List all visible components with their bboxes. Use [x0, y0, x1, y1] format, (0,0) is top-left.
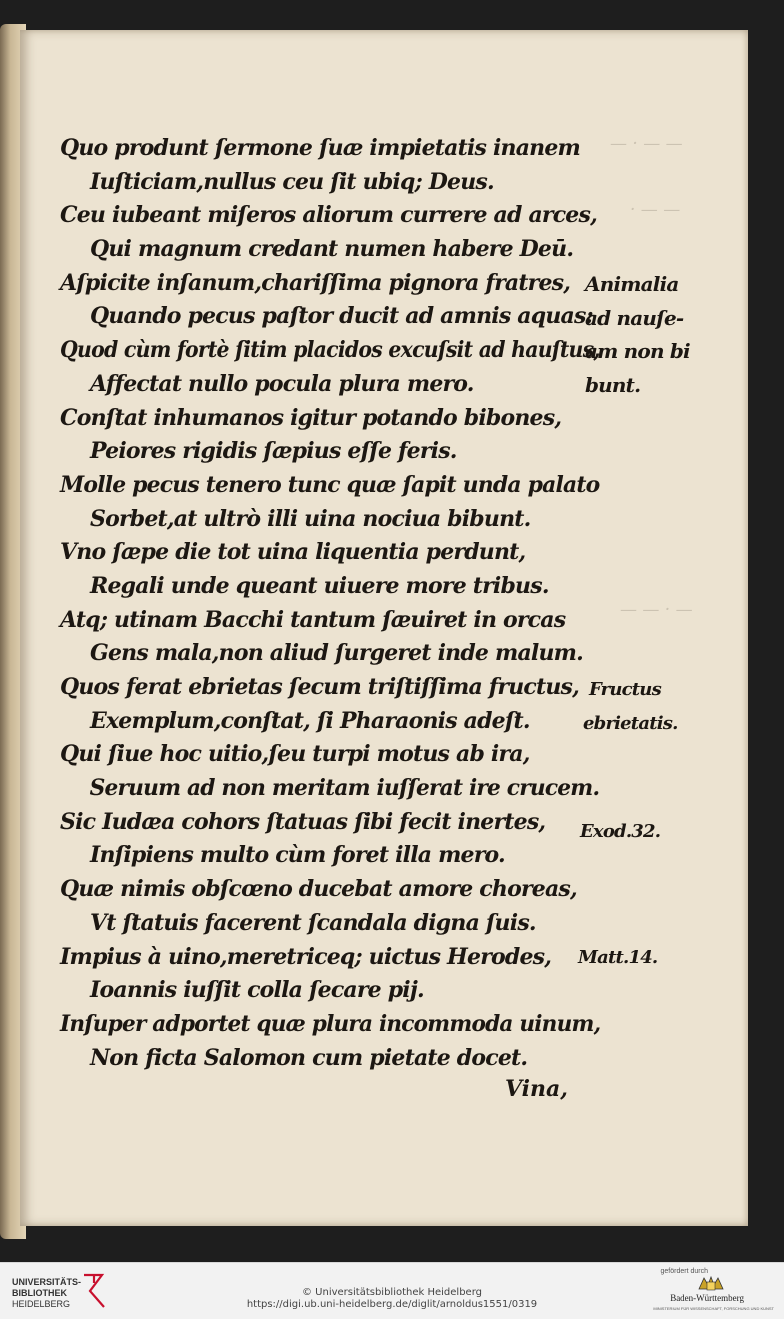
verse-line: Sic Iudæa cohors ſtatuas ſibi fecit inertes, [60, 808, 546, 835]
verse-line: Quod cùm fortè ſitim placidos excuſsit ad hauſtus, [60, 337, 600, 364]
poem-text-block [60, 132, 600, 1075]
verse-line: Vt ſtatuis facerent ſcandala digna ſuis. [90, 909, 536, 936]
verse-line: Molle pecus tenero tunc quæ ſapit unda palato [60, 471, 600, 498]
verse-line: Aſpicite inſanum,chariſſima pignora fratres, [60, 269, 571, 296]
funded-by-label: gefördert durch [660, 1268, 708, 1275]
verse-line: Regali unde queant uiuere more tribus. [90, 572, 549, 599]
verse-line: Affectat nullo pocula plura mero. [90, 370, 474, 397]
verse-line: Quando pecus paſtor ducit ad amnis aquas: [90, 303, 593, 330]
verse-line: Quos ferat ebrietas ſecum triſtiſſima fructus, [60, 674, 580, 700]
baden-wuerttemberg-crest-icon [696, 1274, 726, 1292]
marginal-note-fructus: Fructus ebrietatis. [583, 679, 678, 734]
verse-line: Inſuper adportet quæ plura incommoda uinum, [60, 1010, 601, 1037]
verse-line: Qui ſiue hoc uitio,ſeu turpi motus ab ira, [60, 741, 530, 768]
permalink-url[interactable]: https://digi.ub.uni-heidelberg.de/diglit/arnoldus1551/0319 [246, 1299, 538, 1310]
verse-line: Seruum ad non meritam iuſſerat ire crucem. [89, 775, 600, 802]
copyright-text: © Universitätsbibliothek Heidelberg [301, 1287, 482, 1298]
verse-line: Sorbet,at ultrò illi uina nociua bibunt. [90, 505, 531, 532]
verse-line: Impius à uino,meretriceq; uictus Herodes, [60, 943, 552, 970]
verse-line: Quæ nimis obſcœno ducebat amore choreas, [60, 876, 577, 903]
verse-line: Conſtat inhumanos igitur potando bibones, [60, 404, 562, 431]
ministry-name: MINISTERIUM FÜR WISSENSCHAFT, FORSCHUNG UND KUNST [653, 1306, 774, 1311]
marginal-note-matthew: Matt.14. [578, 947, 658, 968]
university-library-logo-text[interactable]: UNIVERSITÄTS- BIBLIOTHEK HEIDELBERG [12, 1277, 82, 1309]
verse-line: Ceu iubeant miſeros aliorum currere ad arces, [60, 202, 597, 229]
catchword: Vina, [505, 1076, 568, 1102]
verse-line: Qui magnum credant numen habere Deū. [90, 236, 574, 263]
verse-line: Exemplum,conſtat, ſi Pharaonis adeſt. [90, 707, 530, 734]
verse-line: Quo produnt ſermone ſuæ impietatis inanem [60, 135, 581, 161]
marginal-note-animalia: Animalia ad nauſe- am non bi bunt. [585, 272, 690, 398]
verse-line: Iuſticiam,nullus ceu ſit ubiq; Deus. [90, 168, 494, 195]
verse-line: Atq; utinam Bacchi tantum ſæuiret in orcas [60, 606, 566, 633]
verse-line: Peiores rigidis ſæpius eſſe feris. [90, 438, 457, 465]
verse-line: Ioannis iuſſit colla ſecare pij. [90, 977, 424, 1004]
verse-line: Inſipiens multo cùm foret illa mero. [90, 842, 505, 869]
marginal-note-exodus: Exod.32. [580, 821, 661, 842]
state-name: Baden-Württemberg [670, 1293, 744, 1303]
book-page: — · — — · — — — — · — Quo produnt ſermone ſuæ impietatis inanem Iuſticiam,nullus ceu ſit ubiq; Deus. Ceu iubeant miſeros aliorum currere ad arces, Qui magnum credant numen habere Deū. Aſpicite inſanum,chariſſima pignora fratres, Quando pecus paſtor ducit ad amnis aquas: Quod cùm fortè ſitim placidos excuſsit ad hauſtus, Affectat nullo pocula plura mero. Conſtat inhumanos igitur potando bibones, Peiores rigidis ſæpius eſſe feris. Molle pecus tenero tunc quæ ſapit unda palato Sorbet,at ultrò illi uina nociua bibunt. Vno ſæpe die tot uina liquentia perdunt, Regali unde queant uiuere more tribus. Atq; utinam Bacchi tantum ſæuiret in orcas Gens mala,non aliud ſurgeret inde malum. Quos ferat ebrietas ſecum triſtiſſima fructus, Exemplum,conſtat, ſi Pharaonis adeſt. Qui ſiue hoc uitio,ſeu turpi motus ab ira, Seruum ad non meritam iuſſerat ire crucem. Sic Iudæa cohors ſtatuas ſibi fecit inertes, Inſipiens multo cùm foret illa mero. Quæ nimis obſcœno ducebat amore choreas, Vt ſtatuis facerent ſcandala digna ſuis. Impius à uino,meretriceq; uictus Herodes, Ioannis iuſſit colla ſecare pij. Inſuper adportet quæ plura incommoda uinum, Non ficta Salomon cum pietate docet. Animalia ad nauſe- am non bi bunt. Fructus ebrietatis. Exod.32. Matt.14. Vina, [20, 30, 748, 1226]
verse-line: Gens mala,non aliud ſurgeret inde malum. [90, 640, 584, 667]
verse-line: Vno ſæpe die tot uina liquentia perdunt, [60, 539, 526, 566]
viewer-footer [0, 1262, 784, 1319]
verse-line: Non ficta Salomon cum pietate docet. [90, 1044, 528, 1071]
